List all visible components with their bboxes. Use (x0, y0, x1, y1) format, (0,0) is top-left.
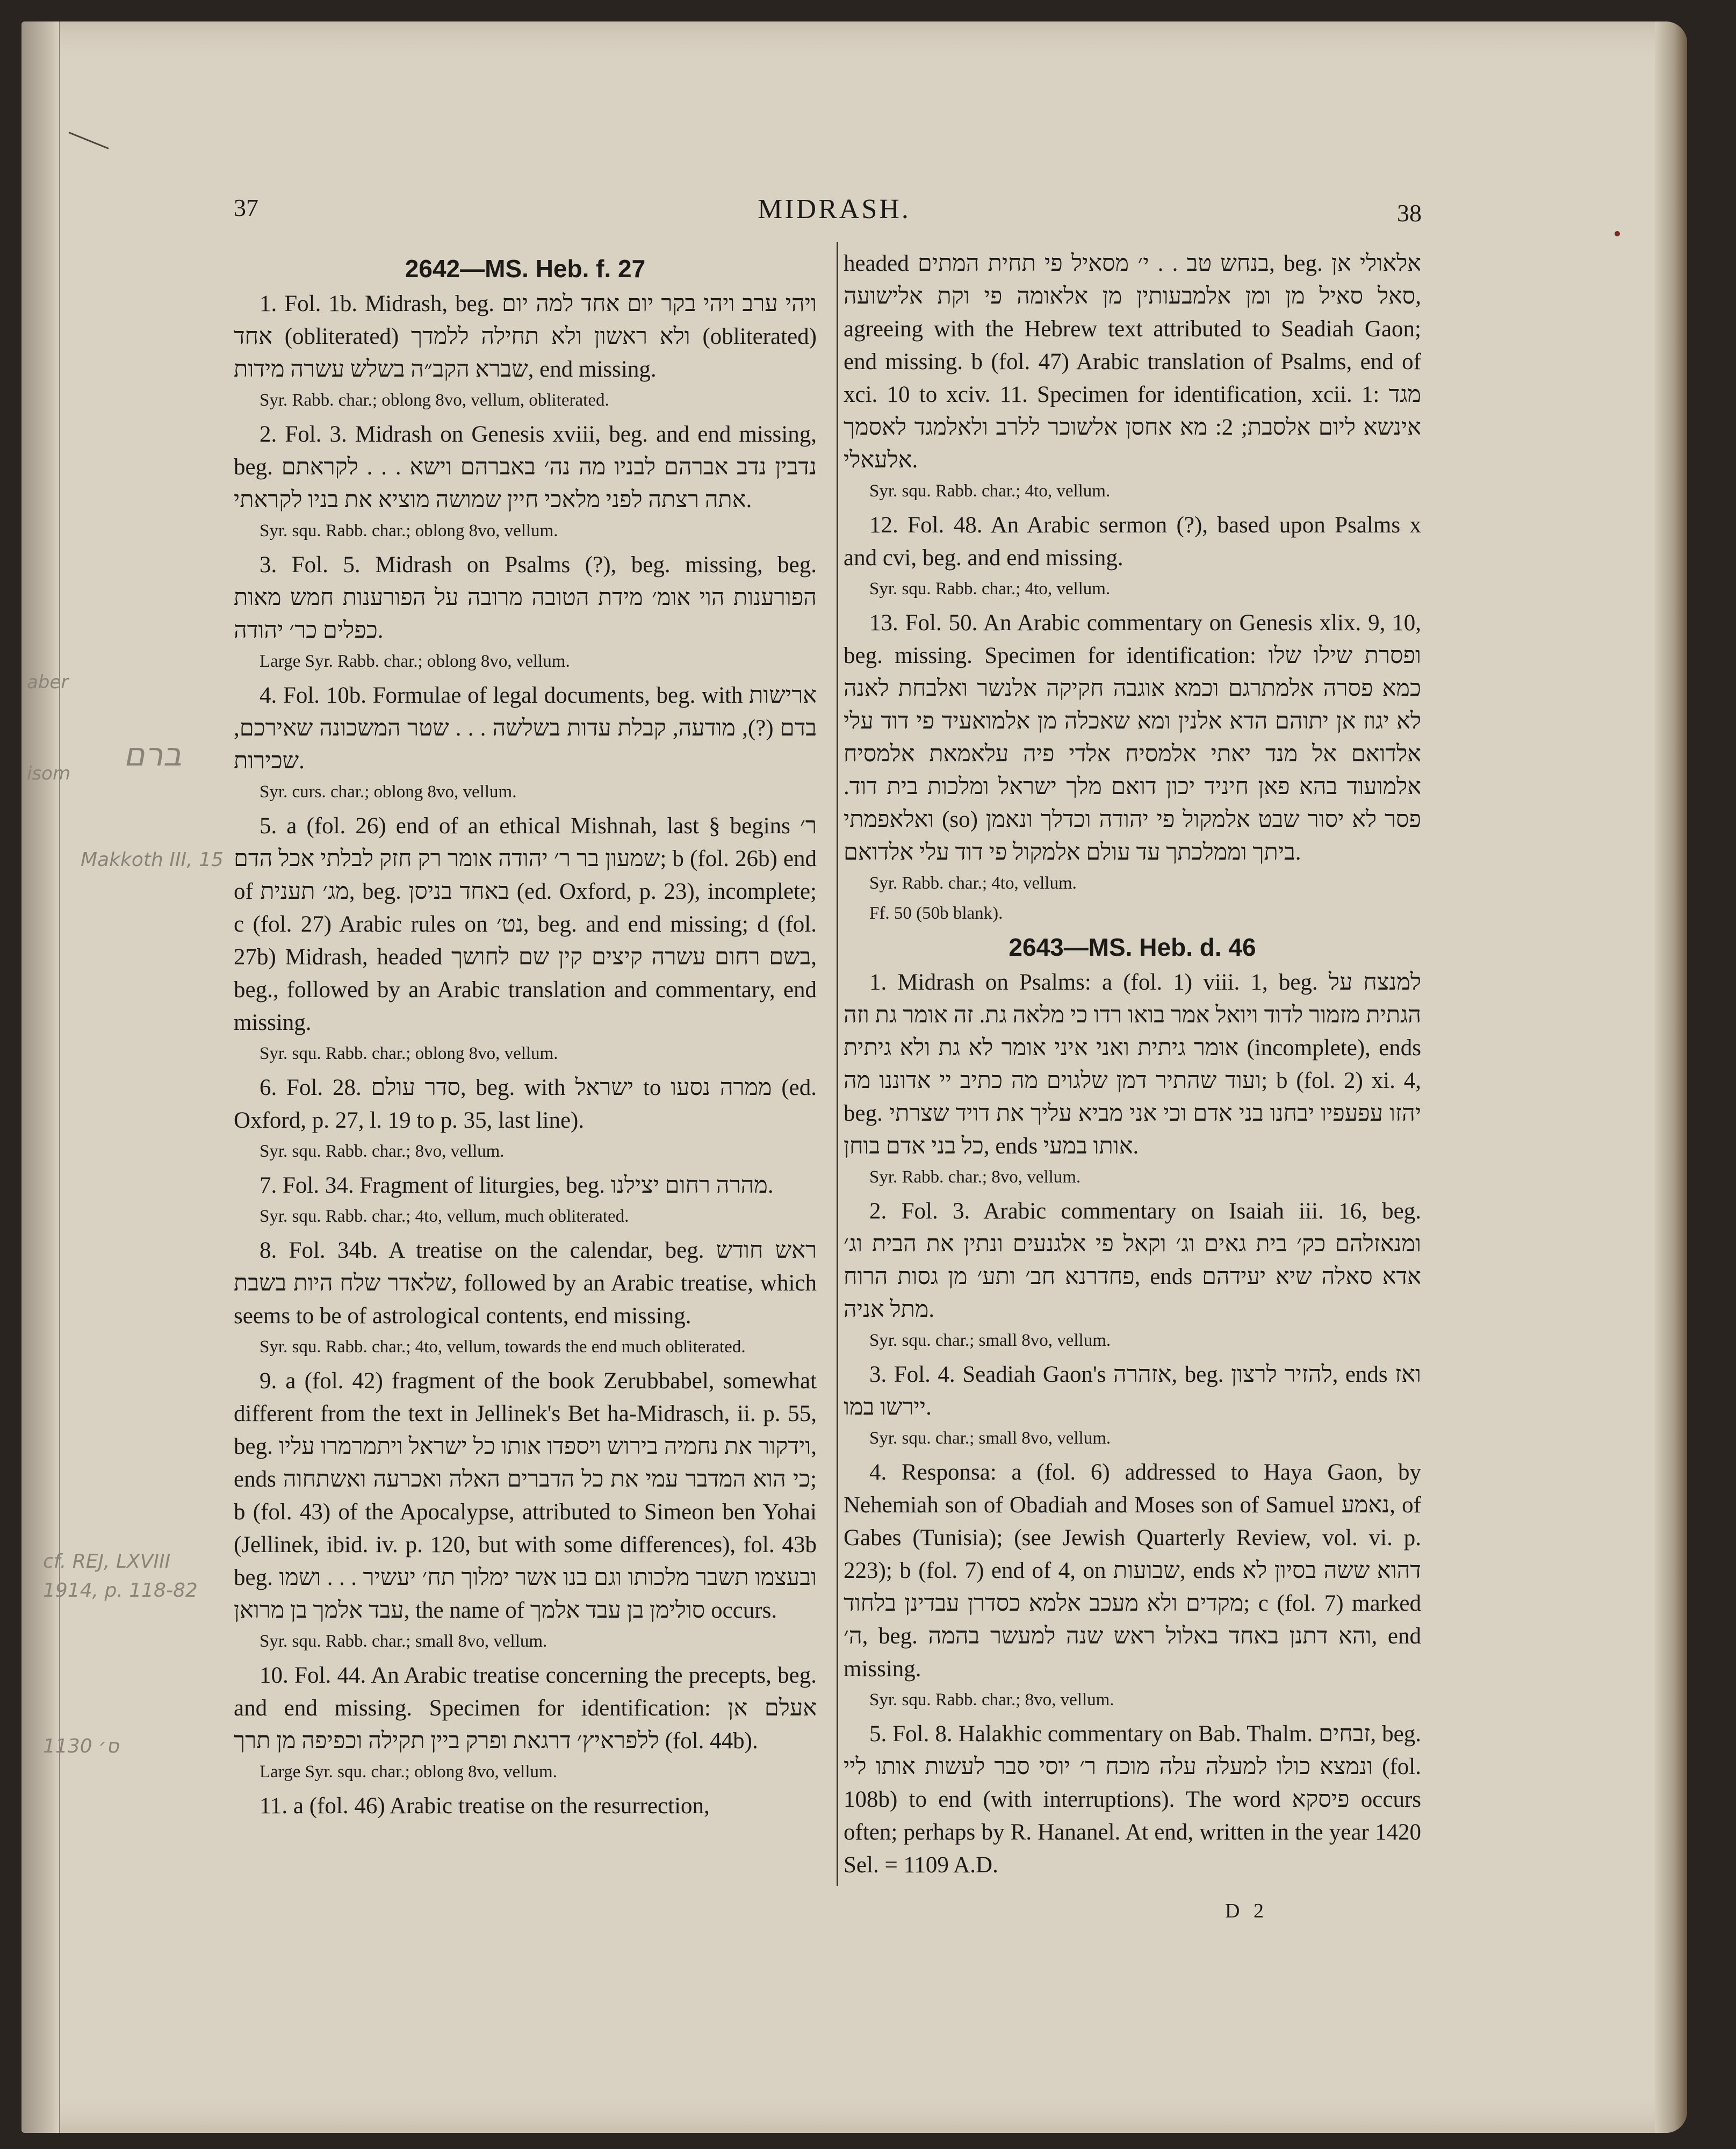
margin-note: Makkoth III, 15 (81, 849, 224, 871)
margin-note: isom (27, 763, 71, 784)
entry-text: 1. Midrash on Psalms: a (fol. 1) viii. 1, beg. למנצח על הגתית מזמור לדוד ויואל אמר בואו רדו כי מלאה גת. זה אומר גת וזה אומר גיתית ואני איני אומר לא גת ולא גיתית (incomplete), ends ועוד שהתיר דמן שלגוים מה כתיב יי אדוננו מה; b (fol. 2) xi. 4, beg. יהזו עפעפיו יבחנו בני אדם וכי אני מביא עליך את דויד שצרתי כל בני אדם בוחן, ends אותו במעי. (844, 970, 1421, 1159)
catalog-entry (234, 1169, 817, 1229)
page-title: MIDRASH. (758, 194, 911, 225)
entry-note: Syr. Rabb. char.; oblong 8vo, vellum, obliterated. (260, 391, 609, 410)
catalog-entry (844, 509, 1421, 601)
page-number-right: 38 (1397, 199, 1422, 227)
catalog-entry (234, 418, 817, 543)
running-head (21, 172, 1687, 227)
catalog-entry (234, 1790, 817, 1822)
entry-text: 2. Fol. 3. Arabic commentary on Isaiah iii. 16, beg. ומנאזלהם כק׳ בית גאים וג׳ וקאל פי אלגנעים ונתין את הבית וג׳ פחדרנא חב׳ ותע׳ מן גסות הרוח, ends אדא סאלה שיא יעידהם מתל אניה. (844, 1199, 1421, 1322)
catalog-entry (844, 1456, 1421, 1712)
entry-text: 11. a (fol. 46) Arabic treatise on the resurrection, (260, 1793, 710, 1819)
signature-mark: D 2 (1225, 1900, 1268, 1922)
entry-note: Syr. squ. Rabb. char.; oblong 8vo, vellum. (260, 1044, 558, 1063)
entry-note: Syr. squ. Rabb. char.; 4to, vellum. (869, 481, 1111, 501)
catalog-entry (844, 966, 1421, 1189)
left-column (234, 247, 817, 1826)
entry-text: 5. Fol. 8. Halakhic commentary on Bab. Thalm. זבחים, beg. ונמצא כולו למעלה עלה מוכח ר׳ יוסי סבר לעשות אותו ליי (fol. 108b) to end (with interruptions). The word פיסקא occurs often; perhaps by R. Hananel. At end, written in the year 1420 Sel. = 1109 A.D. (844, 1721, 1421, 1878)
catalog-entry (234, 1365, 817, 1654)
pencil-mark (68, 132, 109, 149)
entry-text: 6. Fol. 28. סדר עולם, beg. with ישראל to ממרה נסעו (ed. Oxford, p. 27, l. 19 to p. 35, last line). (234, 1075, 817, 1133)
entry-text: 3. Fol. 4. Seadiah Gaon's אזהרה, beg. להזיר לרצון, ends ואז יירשו במו. (844, 1362, 1421, 1420)
catalog-entry (234, 549, 817, 674)
entry-text: 3. Fol. 5. Midrash on Psalms (?), beg. missing, beg. הפורענות הוי אומ׳ מידת הטובה מרובה על הפורענות חמש מאות כפלים כר׳ יהודה. (234, 552, 817, 643)
catalog-entry (234, 1659, 817, 1784)
margin-note: aber (27, 672, 69, 693)
catalog-entry (844, 1195, 1421, 1353)
entry-note: Syr. Rabb. char.; 8vo, vellum. (869, 1167, 1081, 1187)
entry-text: 2. Fol. 3. Midrash on Genesis xviii, beg. and end missing, beg. נדבין נדב אברהם לבניו מה נה׳ באברהם וישא . . . לקראתם אתה רצתה לפני מלאכי חיין שמושה מוציא את בניו לקראתי. (234, 422, 817, 513)
entry-text: 9. a (fol. 42) fragment of the book Zerubbabel, somewhat different from the text in Jellinek's Bet ha-Midrasch, ii. p. 55, beg. וידקור את נחמיה בירוש ויספדו אותו כל ישראל ויתמרמרו עליו, ends כי הוא המדבר עמי את כל הדברים האלה ואכרעה ואשתחוה; b (fol. 43) of the Apocalypse, attributed to Simeon ben Yohai (Jellinek, ibid. iv. p. 120, but with some differences), fol. 43b beg. ובעצמו תשבר מלכותו וגם בנו אשר ימלוך תח׳ יעשיר . . . ושמו עבד אלמך בן מרואן, the name of סולימן בן עבד אלמך occurs. (234, 1368, 817, 1623)
entry-text: 5. a (fol. 26) end of an ethical Mishnah, last § begins ר׳ שמעון בר ר׳ יהודה אומר רק חזק לבלתי אכל הדם; b (fol. 26b) end of מג׳ תענית, beg. באחד בניסן (ed. Oxford, p. 23), incomplete; c (fol. 27) Arabic rules on נט׳, beg. and end missing; d (fol. 27b) Midrash, headed בשם רחום עשרה קיצים קין שם לחושך, beg., followed by an Arabic translation and commentary, end missing. (234, 813, 817, 1035)
entry-note: Syr. Rabb. char.; 4to, vellum. (869, 874, 1077, 893)
catalog-entry (234, 1071, 817, 1164)
entry-note: Large Syr. squ. char.; oblong 8vo, vellum. (260, 1762, 557, 1782)
entry-note: Syr. squ. Rabb. char.; 8vo, vellum. (869, 1690, 1114, 1710)
entry-note: Syr. squ. Rabb. char.; oblong 8vo, vellum. (260, 521, 558, 540)
page-number-left: 37 (234, 194, 258, 221)
catalog-entry (844, 1358, 1421, 1451)
catalog-entry (234, 679, 817, 804)
entry-text: 4. Responsa: a (fol. 6) addressed to Haya Gaon, by Nehemiah son of Obadiah and Moses son of Samuel נאמע, of Gabes (Tunisia); (see Jewish Quarterly Review, vol. vi. p. 223); b (fol. 7) end of 4, on שבועות, ends דהוא ששה בסיון לא מקדים ולא מעכב אלמא כסדרן עבדינן בלחוד; c (fol. 7) marked ה׳, beg. והא דתנן באחד באלול ראש שנה למעשר בהמה, end missing. (844, 1460, 1422, 1682)
entry-note: Syr. squ. Rabb. char.; 4to, vellum. (869, 579, 1111, 598)
catalog-entry (844, 1718, 1421, 1881)
catalog-entry (234, 810, 817, 1066)
entry-text: 13. Fol. 50. An Arabic commentary on Genesis xlix. 9, 10, beg. missing. Specimen for identification: ופסרת שילו שלו כמא פסרה אלמתרגם וכמא אוגבה חקיקה אלנשר ואלבחת לאנה לא יגוז אן יתוהם הדא אלנין ומא שאכלה מן אלמואעיד פי דוד עלי אלדואם אל מנד יאתי אלמסיח אלדי פיה עלאמאת אלמסיח אלמועוד בהא פאן חיניד יכון דואם מלך ישראל ומלכות בית דוד. ואלאפמתי (so) פסר לא יסור שבט אלמקול פי יהודה וכדלך ונאמן ביתך וממלכתך עד עולם אלמקול פי דוד עלי אלדואם. (844, 610, 1422, 865)
entry-text: 4. Fol. 10b. Formulae of legal documents, beg. with ארישות בדם (?), מודעה, קבלת עדות בשלשה . . . שטר המשכונה שאירכם, שכירות. (234, 683, 817, 774)
catalog-entry (234, 287, 817, 413)
entry-note: Syr. squ. char.; small 8vo, vellum. (869, 1429, 1111, 1448)
margin-note: cf. REJ, LXVIII 1914, p. 118-82 (43, 1551, 198, 1602)
margin-note: ברם (124, 736, 182, 774)
entry-note: Syr. squ. Rabb. char.; 4to, vellum, towards the end much obliterated. (260, 1337, 746, 1357)
catalog-entry (844, 607, 1421, 926)
right-column (844, 247, 1421, 1885)
entry-text: 10. Fol. 44. An Arabic treatise concerning the precepts, beg. and end missing. Specimen for identification: אעלם אן ללפראיץ׳ דרגאת ופרק ביין תקילה וכפיפה מן תרך (fol. 44b). (234, 1663, 817, 1754)
entry-note: Syr. curs. char.; oblong 8vo, vellum. (260, 782, 517, 802)
entry-text: 7. Fol. 34. Fragment of liturgies, beg. מהרה רחום יצילנו. (260, 1173, 774, 1198)
ink-dot (1615, 231, 1620, 236)
entry-note: Syr. squ. char.; small 8vo, vellum. (869, 1331, 1111, 1350)
entry-text: headed בנחש טב . . י׳ מסאיל פי תחית המתים, beg. אלאולי אן סאל סאיל מן ומן אלמבעותין מן אלאומה פי וקת אלישועה, agreeing with the Hebrew text attributed to Seadiah Gaon; end missing. b (fol. 47) Arabic translation of Psalms, end of xci. 10 to xciv. 11. Specimen for identification, xcii. 1: מגד אינשא ליום אלסבת; 2: מא אחסן אלשוכר ללרב ולאלמגד לאסמך אלעאלי. (844, 251, 1421, 473)
margin-note: 1130 ס׳ (43, 1735, 119, 1757)
book-page (21, 21, 1687, 2133)
entry-note: Ff. 50 (50b blank). (869, 904, 1003, 923)
entry-note: Large Syr. Rabb. char.; oblong 8vo, vellum. (260, 652, 570, 671)
entry-note: Syr. squ. Rabb. char.; 4to, vellum, much obliterated. (260, 1207, 629, 1226)
entry-text: 1. Fol. 1b. Midrash, beg. ויהי ערב ויהי בקר יום אחד למה יום אחד (obliterated) ולא ראשון ולא תחילה ללמדך (obliterated) שברא הקב״ה בשלש עשרה מידות, end missing. (234, 291, 817, 382)
shelfmark-heading: 2642—MS. Heb. f. 27 (405, 255, 646, 283)
left-page-edge (21, 21, 60, 2133)
shelfmark-heading: 2643—MS. Heb. d. 46 (1009, 933, 1256, 961)
column-divider (837, 242, 838, 1886)
right-page-edge (1655, 21, 1687, 2133)
entry-note: Syr. squ. Rabb. char.; small 8vo, vellum. (260, 1632, 548, 1651)
entry-note: Syr. squ. Rabb. char.; 8vo, vellum. (260, 1142, 505, 1161)
catalog-entry (234, 1234, 817, 1359)
entry-text: 8. Fol. 34b. A treatise on the calendar, beg. ראש חודש שלאדר שלח היות בשבת, followed by an Arabic treatise, which seems to be of astrological contents, end missing. (234, 1238, 817, 1329)
entry-text: 12. Fol. 48. An Arabic sermon (?), based upon Psalms x and cvi, beg. and end missing. (844, 513, 1421, 571)
catalog-entry-continued (844, 247, 1421, 503)
